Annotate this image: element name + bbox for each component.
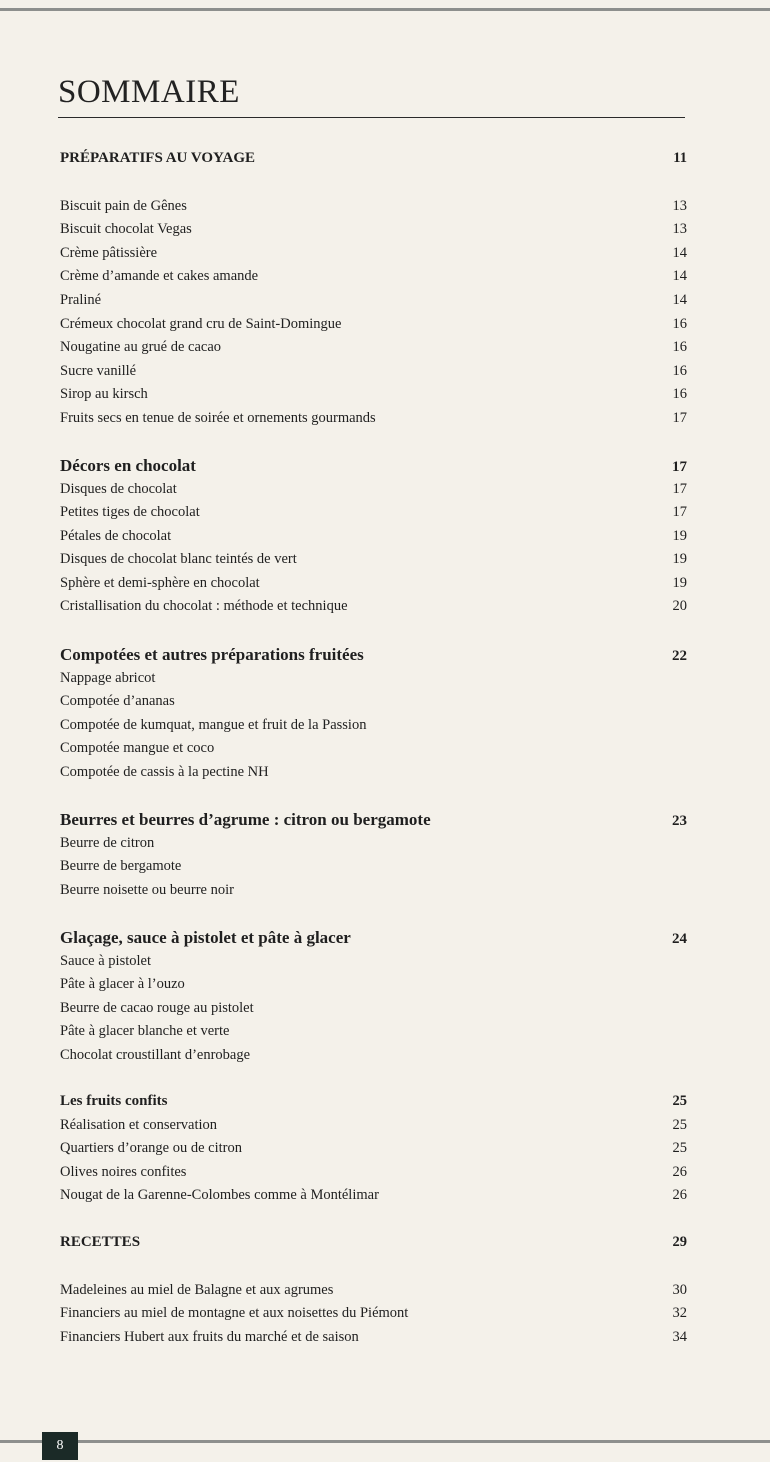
toc-group-decors[interactable] xyxy=(60,456,687,478)
toc-entry-label: Beurre de cacao rouge au pistolet xyxy=(60,1000,254,1016)
toc-page-number: 11 xyxy=(673,150,687,166)
toc-page-number: 25 xyxy=(672,1093,687,1109)
toc-page-number: 14 xyxy=(672,292,687,308)
toc-entry-label: Disques de chocolat blanc teintés de vert xyxy=(60,551,297,567)
toc-entry-label: Fruits secs en tenue de soirée et ornements gourmands xyxy=(60,410,376,426)
toc-entry-label: Crème pâtissière xyxy=(60,245,158,261)
toc-entry[interactable] xyxy=(60,198,687,220)
toc-entry-label: Nougat de la Garenne-Colombes comme à Montélimar xyxy=(60,1187,379,1203)
toc-entry[interactable] xyxy=(60,1164,687,1186)
toc-entry-label: Beurre noisette ou beurre noir xyxy=(60,882,234,898)
toc-entry-label: Petites tiges de chocolat xyxy=(60,504,200,520)
toc-entry[interactable] xyxy=(60,598,687,620)
toc-entry[interactable] xyxy=(60,268,687,290)
toc-page-number: 30 xyxy=(672,1282,687,1298)
toc-entry[interactable] xyxy=(60,764,687,786)
toc-entry-label: Beurre de citron xyxy=(60,835,155,851)
toc-page-number: 19 xyxy=(672,575,687,591)
toc-page-number: 26 xyxy=(672,1187,687,1203)
toc-page-number: 24 xyxy=(672,931,687,947)
toc-entry-label: Compotée de kumquat, mangue et fruit de la Passion xyxy=(60,717,367,733)
toc-entry[interactable] xyxy=(60,292,687,314)
toc-page-number: 16 xyxy=(672,363,687,379)
toc-entry[interactable] xyxy=(60,410,687,432)
toc-entry[interactable] xyxy=(60,1187,687,1209)
toc-entry[interactable] xyxy=(60,221,687,243)
toc-page-number: 34 xyxy=(672,1329,687,1345)
toc-section-recettes[interactable] xyxy=(60,1234,687,1256)
toc-page-number: 14 xyxy=(672,245,687,261)
toc-entry[interactable] xyxy=(60,953,687,975)
toc-page-number: 19 xyxy=(672,551,687,567)
toc-entry[interactable] xyxy=(60,386,687,408)
toc-entry-label: Olives noires confites xyxy=(60,1164,187,1180)
toc-entry-label: Praliné xyxy=(60,292,102,308)
toc-page-number: 16 xyxy=(672,386,687,402)
toc-page-number: 13 xyxy=(672,198,687,214)
toc-entry[interactable] xyxy=(60,1329,687,1351)
toc-entry[interactable] xyxy=(60,1140,687,1162)
toc-entry-label: Nappage abricot xyxy=(60,670,156,686)
toc-group-label: Compotées et autres préparations fruitées xyxy=(60,645,364,664)
toc-page-number: 17 xyxy=(672,410,687,426)
toc-group-compotees[interactable] xyxy=(60,645,687,667)
toc-page-number: 17 xyxy=(672,504,687,520)
toc-entry[interactable] xyxy=(60,316,687,338)
toc-section-preparatifs[interactable] xyxy=(60,150,687,172)
toc-entry[interactable] xyxy=(60,670,687,692)
toc-entry-label: Crème d’amande et cakes amande xyxy=(60,268,259,284)
toc-section-label: PRÉPARATIFS AU VOYAGE xyxy=(60,150,256,166)
toc-page-number: 17 xyxy=(672,481,687,497)
toc-entry-label: Madeleines au miel de Balagne et aux agrumes xyxy=(60,1282,334,1298)
page-number-badge: 8 xyxy=(42,1432,78,1460)
toc-page-number: 25 xyxy=(672,1140,687,1156)
toc-group-label: Décors en chocolat xyxy=(60,456,196,475)
toc-entry[interactable] xyxy=(60,717,687,739)
toc-entry[interactable] xyxy=(60,740,687,762)
toc-entry[interactable] xyxy=(60,858,687,880)
toc-entry-label: Biscuit pain de Gênes xyxy=(60,198,187,214)
toc-entry[interactable] xyxy=(60,481,687,503)
toc-entry-label: Beurre de bergamote xyxy=(60,858,182,874)
toc-entry-label: Sauce à pistolet xyxy=(60,953,152,969)
toc-group-glacage[interactable] xyxy=(60,928,687,950)
toc-entry[interactable] xyxy=(60,1023,687,1045)
toc-entry-label: Disques de chocolat xyxy=(60,481,177,497)
toc-entry-label: Compotée de cassis à la pectine NH xyxy=(60,764,269,780)
toc-entry-label: Financiers Hubert aux fruits du marché et de saison xyxy=(60,1329,359,1345)
toc-page-number: 26 xyxy=(672,1164,687,1180)
toc-page-number: 32 xyxy=(672,1305,687,1321)
toc-entry-label: Crémeux chocolat grand cru de Saint-Domingue xyxy=(60,316,342,332)
toc-entry-label: Pâte à glacer à l’ouzo xyxy=(60,976,185,992)
toc-entry[interactable] xyxy=(60,1117,687,1139)
toc-entry[interactable] xyxy=(60,1000,687,1022)
toc-entry[interactable] xyxy=(60,1282,687,1304)
toc-section-label: RECETTES xyxy=(60,1234,141,1250)
toc-entry-label: Réalisation et conservation xyxy=(60,1117,218,1133)
toc-entry-label: Financiers au miel de montagne et aux noisettes du Piémont xyxy=(60,1305,409,1321)
table-of-contents xyxy=(60,0,687,1462)
toc-entry-label: Compotée d’ananas xyxy=(60,693,175,709)
toc-page-number: 14 xyxy=(672,268,687,284)
toc-page-number: 16 xyxy=(672,339,687,355)
toc-entry[interactable] xyxy=(60,976,687,998)
toc-page-number: 16 xyxy=(672,316,687,332)
toc-entry[interactable] xyxy=(60,551,687,573)
toc-entry-label: Biscuit chocolat Vegas xyxy=(60,221,192,237)
toc-entry[interactable] xyxy=(60,363,687,385)
toc-entry-label: Sphère et demi-sphère en chocolat xyxy=(60,575,260,591)
toc-group-label: Glaçage, sauce à pistolet et pâte à glacer xyxy=(60,928,351,947)
toc-page-number: 19 xyxy=(672,528,687,544)
toc-page-number: 22 xyxy=(672,648,687,664)
toc-entry[interactable] xyxy=(60,1047,687,1069)
toc-group-beurres[interactable] xyxy=(60,810,687,832)
toc-group-label: Beurres et beurres d’agrume : citron ou bergamote xyxy=(60,810,431,829)
toc-page-number: 17 xyxy=(672,459,687,475)
toc-entry-label: Pétales de chocolat xyxy=(60,528,172,544)
toc-entry[interactable] xyxy=(60,693,687,715)
toc-entry[interactable] xyxy=(60,528,687,550)
toc-entry[interactable] xyxy=(60,575,687,597)
toc-page-number: 13 xyxy=(672,221,687,237)
bottom-rule xyxy=(0,1440,770,1443)
toc-entry[interactable] xyxy=(60,504,687,526)
toc-entry-label: Quartiers d’orange ou de citron xyxy=(60,1140,242,1156)
toc-entry[interactable] xyxy=(60,339,687,361)
toc-page-number: 20 xyxy=(672,598,687,614)
toc-entry[interactable] xyxy=(60,882,687,904)
toc-entry[interactable] xyxy=(60,835,687,857)
toc-entry-label: Nougatine au grué de cacao xyxy=(60,339,222,355)
toc-group-fruits-confits[interactable] xyxy=(60,1093,687,1115)
toc-entry[interactable] xyxy=(60,1305,687,1327)
toc-entry-label: Compotée mangue et coco xyxy=(60,740,215,756)
toc-entry-label: Sucre vanillé xyxy=(60,363,137,379)
toc-entry-label: Cristallisation du chocolat : méthode et technique xyxy=(60,598,348,614)
toc-page-number: 29 xyxy=(672,1234,687,1250)
toc-entry-label: Chocolat croustillant d’enrobage xyxy=(60,1047,251,1063)
page-title: SOMMAIRE xyxy=(58,74,240,110)
toc-page-number: 23 xyxy=(672,813,687,829)
toc-entry-label: Sirop au kirsch xyxy=(60,386,148,402)
toc-entry[interactable] xyxy=(60,245,687,267)
toc-group-label: Les fruits confits xyxy=(60,1093,168,1109)
toc-entry-label: Pâte à glacer blanche et verte xyxy=(60,1023,230,1039)
toc-page-number: 25 xyxy=(672,1117,687,1133)
